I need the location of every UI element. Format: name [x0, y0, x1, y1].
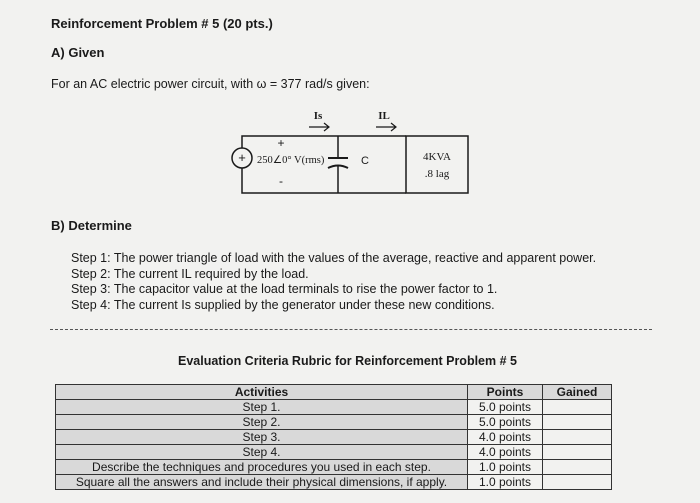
rubric-title: Evaluation Criteria Rubric for Reinforcement Problem # 5 — [178, 354, 517, 368]
points-cell: 4.0 points — [468, 430, 543, 445]
rubric-table — [55, 384, 612, 490]
bottom-wire — [242, 168, 406, 193]
points-cell: 1.0 points — [468, 475, 543, 490]
is-arrow — [309, 123, 329, 131]
load-power-label: 4KVA — [423, 151, 451, 163]
plus-sign: + — [277, 136, 285, 150]
points-cell: 4.0 points — [468, 445, 543, 460]
svg-text:+: + — [238, 150, 246, 165]
gained-cell[interactable] — [543, 415, 612, 430]
table-row — [56, 475, 612, 490]
minus-sign: - — [279, 174, 283, 188]
activity-cell: Step 3. — [56, 430, 468, 445]
step-item: Step 3: The capacitor value at the load terminals to rise the power factor to 1. — [71, 282, 498, 296]
capacitor-symbol — [328, 158, 348, 168]
points-cell: 5.0 points — [468, 415, 543, 430]
given-text: For an AC electric power circuit, with ω = 377 rad/s given: — [51, 77, 370, 91]
step-item: Step 1: The power triangle of load with the values of the average, reactive and apparent power. — [71, 251, 597, 265]
load-pf-label: .8 lag — [424, 168, 450, 180]
step-item: Step 2: The current IL required by the load. — [71, 266, 309, 281]
activity-cell: Step 2. — [56, 415, 468, 430]
gained-cell[interactable] — [543, 460, 612, 475]
load-box — [406, 136, 468, 193]
gained-cell[interactable] — [543, 475, 612, 490]
table-row — [56, 400, 612, 415]
il-label: IL — [378, 110, 390, 122]
problem-title: Reinforcement Problem # 5 (20 pts.) — [51, 16, 273, 31]
capacitor-label: C — [361, 155, 369, 167]
points-cell: 5.0 points — [468, 400, 543, 415]
is-label: Is — [313, 110, 323, 122]
il-arrow — [376, 123, 396, 131]
activity-cell: Square all the answers and include their physical dimensions, if apply. — [56, 475, 468, 490]
gained-cell[interactable] — [543, 445, 612, 460]
activity-cell: Step 1. — [56, 400, 468, 415]
activity-cell: Describe the techniques and procedures you used in each step. — [56, 460, 468, 475]
section-divider — [50, 329, 652, 330]
steps-list — [71, 251, 596, 313]
table-row — [56, 460, 612, 475]
given-heading: A) Given — [51, 45, 105, 60]
table-row — [56, 415, 612, 430]
header-points: Points — [468, 385, 543, 400]
circuit-diagram — [226, 103, 476, 203]
table-row — [56, 445, 612, 460]
step-item: Step 4: The current Is supplied by the generator under these new conditions. — [71, 297, 495, 312]
activity-cell: Step 4. — [56, 445, 468, 460]
rubric-header-row — [56, 385, 612, 400]
header-activities: Activities — [56, 385, 468, 400]
determine-heading: B) Determine — [51, 218, 132, 233]
points-cell: 1.0 points — [468, 460, 543, 475]
top-wire — [242, 136, 406, 148]
gained-cell[interactable] — [543, 400, 612, 415]
table-row — [56, 430, 612, 445]
source-label: 250∠0° V(rms) — [257, 155, 325, 166]
header-gained: Gained — [543, 385, 612, 400]
gained-cell[interactable] — [543, 430, 612, 445]
